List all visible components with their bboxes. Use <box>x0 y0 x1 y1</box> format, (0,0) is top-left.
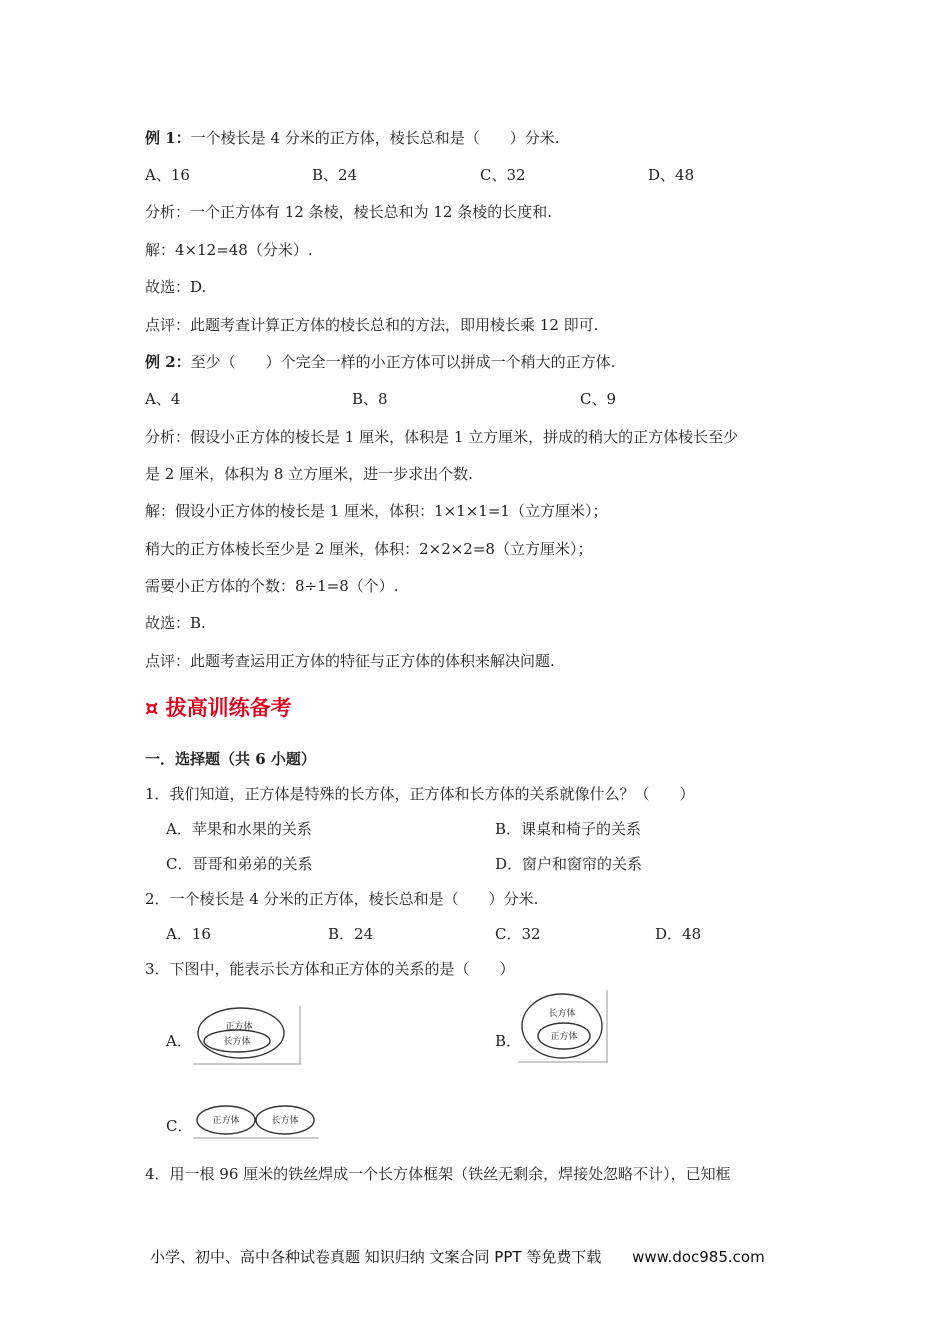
q3-option-b-letter: B． <box>495 1032 522 1050</box>
example2-analysis-line2: 是 2 厘米，体积为 8 立方厘米，进一步求出个数. <box>145 465 473 483</box>
q1-option-d: D．窗户和窗帘的关系 <box>495 855 643 873</box>
part-heading: 一．选择题（共 6 小题） <box>145 750 316 768</box>
q3-figure-c-right-label: 长方体 <box>271 1116 299 1126</box>
q1-option-c: C．哥哥和弟弟的关系 <box>166 855 313 873</box>
example2-label: 例 2： <box>145 353 191 371</box>
q2-stem: 2．一个棱长是 4 分米的正方体，棱长总和是（ ）分米. <box>145 890 539 908</box>
q3-figure-b-inner-label: 正方体 <box>550 1032 578 1042</box>
q3-figure-c-left-label: 正方体 <box>212 1116 240 1126</box>
q2-option-b: B．24 <box>328 925 374 943</box>
example1-question: 一个棱长是 4 分米的正方体，棱长总和是（ ）分米. <box>190 129 560 147</box>
example1-line <box>145 128 560 148</box>
example1-analysis: 分析：一个正方体有 12 条棱，棱长总和为 12 条棱的长度和. <box>145 203 553 221</box>
q3-figure-a-outer-label: 正方体 <box>225 1022 253 1032</box>
q1-option-b: B．课桌和椅子的关系 <box>495 820 642 838</box>
example2-solution-line3: 需要小正方体的个数：8÷1=8（个）. <box>145 577 399 595</box>
q3-option-c-letter: C． <box>166 1117 193 1135</box>
example1-option-c: C、32 <box>480 166 526 184</box>
example2-question: 至少（ ）个完全一样的小正方体可以拼成一个稍大的正方体. <box>190 353 616 371</box>
example2-solution-line2: 稍大的正方体棱长至少是 2 厘米，体积：2×2×2=8（立方厘米）； <box>145 540 593 558</box>
example1-solution: 解：4×12=48（分米）. <box>145 241 313 259</box>
footer-text: 小学、初中、高中各种试卷真题 知识归纳 文案合同 PPT 等免费下载 <box>150 1248 602 1266</box>
section-title: ¤ 拔高训练备考 <box>145 696 292 720</box>
q3-figure-b-outer-label: 长方体 <box>548 1009 576 1019</box>
q3-figure-b <box>518 990 610 1064</box>
q2-option-d: D．48 <box>655 925 702 943</box>
page-footer <box>150 1246 771 1267</box>
q3-option-a-letter: A． <box>166 1032 192 1050</box>
example1-option-b: B、24 <box>312 166 358 184</box>
example2-solution-line1: 解：假设小正方体的棱长是 1 厘米，体积：1×1×1=1（立方厘米）； <box>145 502 608 520</box>
footer-url[interactable]: www.doc985.com <box>632 1248 765 1266</box>
example2-line <box>145 352 615 372</box>
example1-comment: 点评：此题考查计算正方体的棱长总和的方法，即用棱长乘 12 即可. <box>145 316 599 334</box>
example2-option-b: B、8 <box>352 390 388 408</box>
q3-figure-a-inner-label: 长方体 <box>223 1037 251 1047</box>
example2-comment: 点评：此题考查运用正方体的特征与正方体的体积来解决问题. <box>145 652 555 670</box>
q2-option-a: A．16 <box>166 925 211 943</box>
example1-answer: 故选：D. <box>145 278 207 296</box>
example1-option-a: A、16 <box>145 166 190 184</box>
q1-option-a: A．苹果和水果的关系 <box>166 820 312 838</box>
q3-figure-a <box>193 1004 303 1066</box>
example2-analysis-line1: 分析：假设小正方体的棱长是 1 厘米，体积是 1 立方厘米，拼成的稍大的正方体棱长至少 <box>145 428 739 446</box>
q3-stem: 3．下图中，能表示长方体和正方体的关系的是（ ） <box>145 960 515 978</box>
example1-label: 例 1： <box>145 129 191 147</box>
example2-answer: 故选：B. <box>145 614 206 632</box>
example2-option-a: A、4 <box>145 390 181 408</box>
q4-stem: 4．用一根 96 厘米的铁丝焊成一个长方体框架（铁丝无剩余，焊接处忽略不计），已知框 <box>145 1165 731 1183</box>
q3-figure-c <box>193 1102 321 1140</box>
example1-option-d: D、48 <box>648 166 695 184</box>
q1-stem: 1．我们知道，正方体是特殊的长方体，正方体和长方体的关系就像什么？（ ） <box>145 785 695 803</box>
example2-option-c: C、9 <box>580 390 617 408</box>
q2-option-c: C．32 <box>495 925 541 943</box>
